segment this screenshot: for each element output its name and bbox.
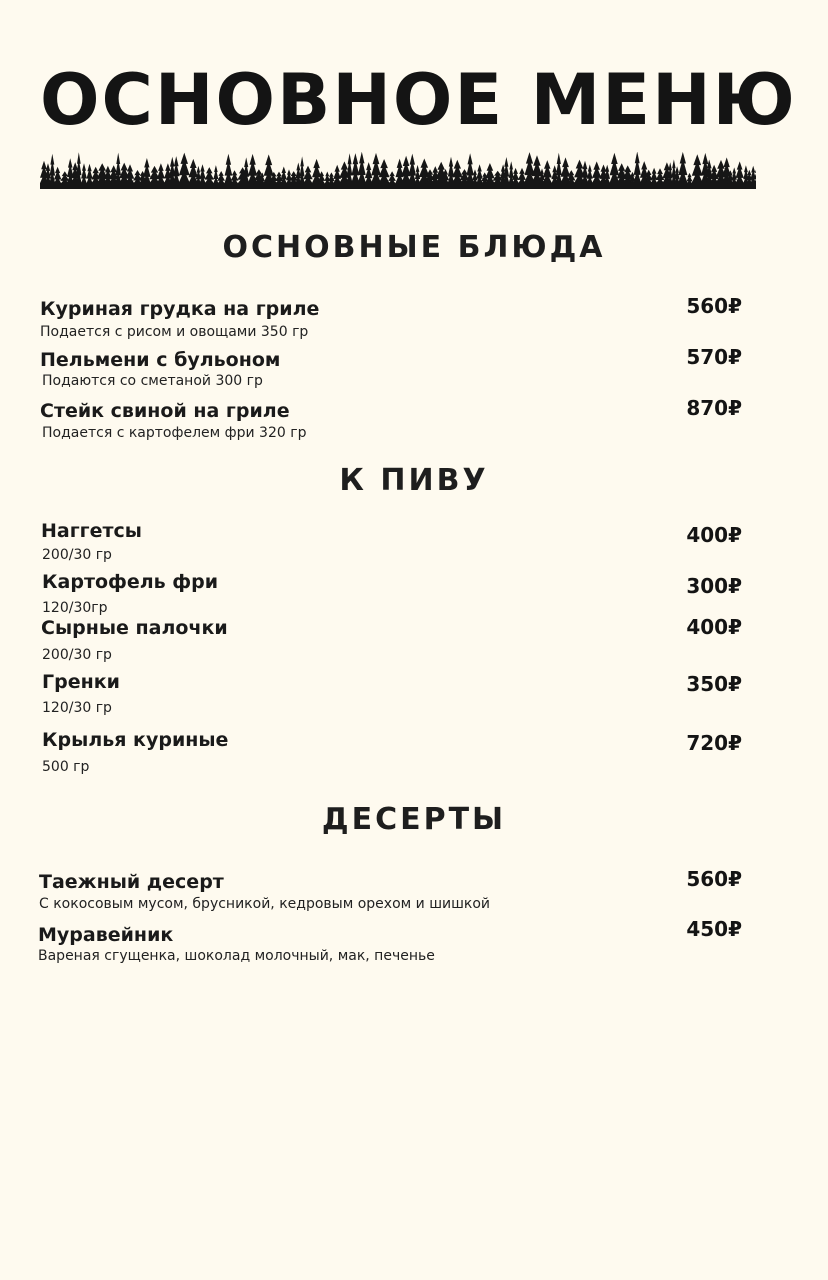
menu-item-price: 400₽ xyxy=(686,523,742,547)
menu-item-name: Таежный десерт xyxy=(39,871,224,893)
menu-item-desc: С кокосовым мусом, брусникой, кедровым орехом и шишкой xyxy=(39,896,491,912)
menu-item-name: Куриная грудка на гриле xyxy=(40,298,320,320)
page-title: ОСНОВНОЕ МЕНЮ xyxy=(40,59,797,141)
menu-item-price: 570₽ xyxy=(686,345,742,369)
menu-item-name: Сырные палочки xyxy=(41,617,228,639)
menu-item-price: 300₽ xyxy=(686,574,742,598)
menu-item-price: 400₽ xyxy=(686,615,742,639)
section-title-beer-snacks: К ПИВУ xyxy=(339,463,489,498)
menu-item-name: Гренки xyxy=(42,671,120,693)
menu-item-price: 350₽ xyxy=(686,672,742,696)
section-title-desserts: ДЕСЕРТЫ xyxy=(321,802,507,837)
forest-divider-icon xyxy=(40,152,756,190)
menu-item-price: 870₽ xyxy=(686,396,742,420)
menu-item-price: 560₽ xyxy=(686,867,742,891)
menu-item-name: Пельмени с бульоном xyxy=(40,349,281,371)
menu-item-name: Крылья куриные xyxy=(42,729,229,751)
menu-item-desc: 200/30 гр xyxy=(42,647,112,663)
menu-item-desc: 200/30 гр xyxy=(42,547,112,563)
menu-item-desc: 500 гр xyxy=(42,759,90,775)
menu-item-price: 720₽ xyxy=(686,731,742,755)
menu-item-desc: Подается с рисом и овощами 350 гр xyxy=(40,324,309,340)
menu-item-desc: 120/30гр xyxy=(42,600,108,616)
menu-item-price: 450₽ xyxy=(686,917,742,941)
menu-item-desc: 120/30 гр xyxy=(42,700,112,716)
menu-item-name: Наггетсы xyxy=(41,520,142,542)
menu-item-name: Муравейник xyxy=(38,924,174,946)
menu-item-price: 560₽ xyxy=(686,294,742,318)
menu-item-desc: Подаются со сметаной 300 гр xyxy=(42,373,263,389)
menu-item-name: Стейк свиной на гриле xyxy=(40,400,290,422)
menu-item-name: Картофель фри xyxy=(42,571,219,593)
section-title-main-dishes: ОСНОВНЫЕ БЛЮДА xyxy=(222,230,606,265)
menu-item-desc: Подается с картофелем фри 320 гр xyxy=(42,425,307,441)
menu-item-desc: Вареная сгущенка, шоколад молочный, мак, печенье xyxy=(38,948,435,964)
